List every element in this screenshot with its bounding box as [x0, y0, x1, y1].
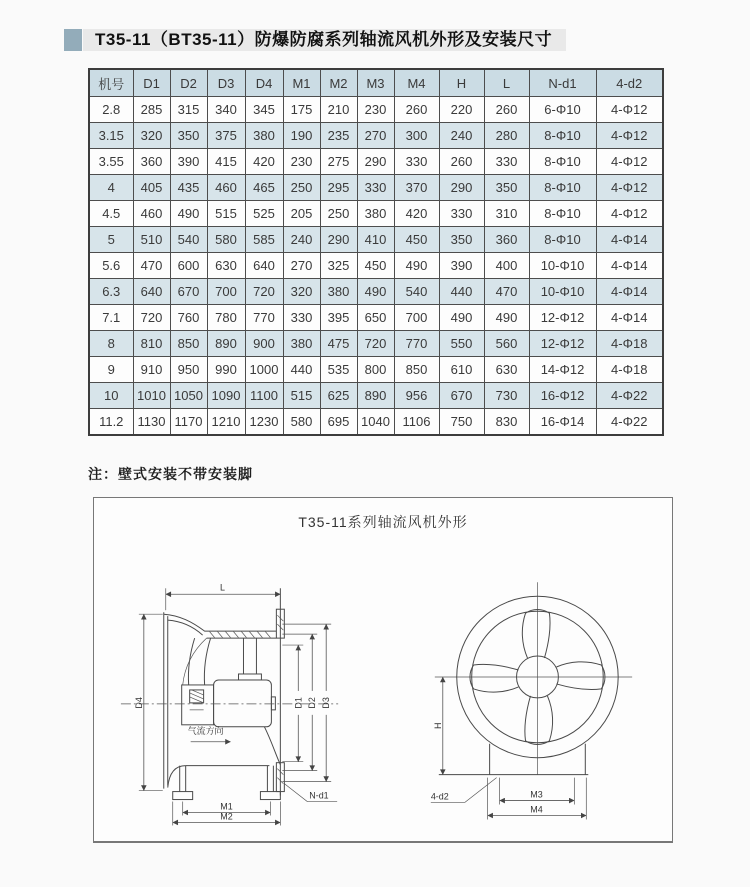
blade — [470, 664, 519, 692]
table-cell: 330 — [484, 149, 529, 175]
table-cell: 440 — [283, 357, 320, 383]
table-cell: 1170 — [170, 409, 207, 436]
table-cell: 415 — [207, 149, 245, 175]
blade — [556, 662, 605, 690]
table-cell: 360 — [133, 149, 170, 175]
table-cell: 380 — [357, 201, 394, 227]
column-header: N-d1 — [529, 69, 596, 97]
table-cell: 395 — [320, 305, 357, 331]
table-cell: 1100 — [245, 383, 283, 409]
table-cell: 260 — [484, 97, 529, 123]
table-row — [89, 357, 663, 383]
table-row — [89, 253, 663, 279]
table-cell: 580 — [207, 227, 245, 253]
front-view — [431, 582, 632, 819]
table-cell: 490 — [484, 305, 529, 331]
table-cell: 2.8 — [89, 97, 133, 123]
table-cell: 4-Φ12 — [596, 149, 663, 175]
table-cell: 8-Φ10 — [529, 149, 596, 175]
table-cell: 780 — [207, 305, 245, 331]
table-cell: 375 — [207, 123, 245, 149]
table-cell: 810 — [133, 331, 170, 357]
table-cell: 8-Φ10 — [529, 201, 596, 227]
table-cell: 5.6 — [89, 253, 133, 279]
leader-4-d2 — [465, 778, 497, 803]
table-cell: 295 — [320, 175, 357, 201]
table-row — [89, 123, 663, 149]
column-header: 4-d2 — [596, 69, 663, 97]
table-cell: 1050 — [170, 383, 207, 409]
dim-label-M2: M2 — [220, 811, 233, 822]
table-cell: 450 — [394, 227, 439, 253]
table-cell: 190 — [283, 123, 320, 149]
table-cell: 250 — [283, 175, 320, 201]
blade — [522, 609, 550, 658]
table-row — [89, 305, 663, 331]
table-row — [89, 149, 663, 175]
table-cell: 345 — [245, 97, 283, 123]
table-cell: 1106 — [394, 409, 439, 436]
table-cell: 6.3 — [89, 279, 133, 305]
table-cell: 320 — [283, 279, 320, 305]
table-cell: 380 — [283, 331, 320, 357]
table-cell: 900 — [245, 331, 283, 357]
table-cell: 4-Φ14 — [596, 279, 663, 305]
dim-label-D4: D4 — [133, 697, 144, 709]
motor-body — [214, 680, 272, 727]
dimension-table-wrapper — [88, 68, 664, 436]
table-cell: 380 — [320, 279, 357, 305]
table-cell: 350 — [484, 175, 529, 201]
table-cell: 585 — [245, 227, 283, 253]
column-header: D3 — [207, 69, 245, 97]
dim-label-N-d1: N-d1 — [309, 790, 329, 801]
table-cell: 440 — [439, 279, 484, 305]
table-cell: 490 — [394, 253, 439, 279]
table-cell: 450 — [357, 253, 394, 279]
table-cell: 720 — [133, 305, 170, 331]
table-cell: 540 — [170, 227, 207, 253]
table-cell: 490 — [170, 201, 207, 227]
table-cell: 730 — [484, 383, 529, 409]
table-cell: 12-Φ12 — [529, 305, 596, 331]
table-cell: 800 — [357, 357, 394, 383]
right-foot-base — [260, 792, 280, 800]
table-cell: 16-Φ12 — [529, 383, 596, 409]
table-row — [89, 383, 663, 409]
table-cell: 8-Φ10 — [529, 227, 596, 253]
table-cell: 630 — [484, 357, 529, 383]
table-cell: 11.2 — [89, 409, 133, 436]
airflow-direction-label: 气流方向 — [187, 725, 224, 736]
column-header: M2 — [320, 69, 357, 97]
dim-label-M4: M4 — [530, 804, 543, 815]
table-row — [89, 279, 663, 305]
column-header: M1 — [283, 69, 320, 97]
table-cell: 550 — [439, 331, 484, 357]
title-strip — [83, 29, 566, 51]
table-cell: 330 — [357, 175, 394, 201]
support-flange — [238, 674, 261, 680]
table-cell: 950 — [170, 357, 207, 383]
table-cell: 270 — [283, 253, 320, 279]
table-cell: 4-Φ12 — [596, 97, 663, 123]
diffuser-curve — [264, 727, 280, 765]
table-cell: 760 — [170, 305, 207, 331]
table-cell: 3.15 — [89, 123, 133, 149]
table-cell: 4-Φ12 — [596, 201, 663, 227]
table-cell: 695 — [320, 409, 357, 436]
table-cell: 490 — [357, 279, 394, 305]
table-cell: 8 — [89, 331, 133, 357]
table-cell: 830 — [484, 409, 529, 436]
left-foot-base — [173, 792, 193, 800]
table-cell: 1010 — [133, 383, 170, 409]
table-cell: 8-Φ10 — [529, 175, 596, 201]
table-cell: 9 — [89, 357, 133, 383]
table-cell: 770 — [245, 305, 283, 331]
table-cell: 325 — [320, 253, 357, 279]
table-cell: 580 — [283, 409, 320, 436]
table-cell: 525 — [245, 201, 283, 227]
bottom-left-curve — [168, 766, 186, 788]
table-cell: 1090 — [207, 383, 245, 409]
table-cell: 16-Φ14 — [529, 409, 596, 436]
table-cell: 610 — [439, 357, 484, 383]
note-text: 注：壁式安装不带安装脚 — [88, 466, 253, 482]
column-header: H — [439, 69, 484, 97]
table-cell: 420 — [245, 149, 283, 175]
table-cell: 540 — [394, 279, 439, 305]
dim-label-D2: D2 — [307, 697, 318, 709]
table-cell: 350 — [170, 123, 207, 149]
column-header: D1 — [133, 69, 170, 97]
table-cell: 625 — [320, 383, 357, 409]
table-cell: 370 — [394, 175, 439, 201]
table-cell: 4-Φ14 — [596, 227, 663, 253]
table-cell: 460 — [133, 201, 170, 227]
table-cell: 470 — [484, 279, 529, 305]
table-cell: 4-Φ12 — [596, 123, 663, 149]
table-cell: 290 — [439, 175, 484, 201]
table-cell: 230 — [283, 149, 320, 175]
table-cell: 330 — [283, 305, 320, 331]
table-cell: 14-Φ12 — [529, 357, 596, 383]
table-cell: 390 — [170, 149, 207, 175]
table-cell: 630 — [207, 253, 245, 279]
dim-label-4-d2: 4-d2 — [430, 791, 449, 802]
table-cell: 515 — [207, 201, 245, 227]
table-cell: 280 — [484, 123, 529, 149]
dim-label-H: H — [432, 722, 443, 730]
dim-label-M3: M3 — [530, 789, 543, 800]
table-cell: 4-Φ18 — [596, 357, 663, 383]
table-cell: 10 — [89, 383, 133, 409]
table-cell: 460 — [207, 175, 245, 201]
table-cell: 10-Φ10 — [529, 253, 596, 279]
table-row — [89, 409, 663, 436]
table-cell: 3.55 — [89, 149, 133, 175]
column-header: D4 — [245, 69, 283, 97]
table-cell: 1040 — [357, 409, 394, 436]
table-cell: 4 — [89, 175, 133, 201]
table-cell: 290 — [357, 149, 394, 175]
table-cell: 250 — [320, 201, 357, 227]
table-header-row — [89, 69, 663, 97]
table-cell: 4-Φ22 — [596, 409, 663, 436]
table-cell: 330 — [394, 149, 439, 175]
table-cell: 4-Φ14 — [596, 305, 663, 331]
drawing-title: T35-11系列轴流风机外形 — [298, 514, 468, 530]
table-cell: 490 — [439, 305, 484, 331]
column-header: D2 — [170, 69, 207, 97]
table-cell: 260 — [394, 97, 439, 123]
table-cell: 470 — [133, 253, 170, 279]
table-cell: 890 — [207, 331, 245, 357]
table-cell: 315 — [170, 97, 207, 123]
table-cell: 240 — [283, 227, 320, 253]
table-cell: 1230 — [245, 409, 283, 436]
column-header: L — [484, 69, 529, 97]
table-cell: 5 — [89, 227, 133, 253]
table-cell: 175 — [283, 97, 320, 123]
dim-label-D3: D3 — [321, 697, 332, 709]
dim-label-D1: D1 — [293, 697, 304, 709]
table-row — [89, 227, 663, 253]
table-cell: 390 — [439, 253, 484, 279]
table-cell: 850 — [170, 331, 207, 357]
table-cell: 515 — [283, 383, 320, 409]
table-cell: 290 — [320, 227, 357, 253]
table-cell: 435 — [170, 175, 207, 201]
table-cell: 910 — [133, 357, 170, 383]
table-cell: 990 — [207, 357, 245, 383]
table-cell: 410 — [357, 227, 394, 253]
table-cell: 535 — [320, 357, 357, 383]
table-cell: 6-Φ10 — [529, 97, 596, 123]
motor-shaft-cap — [271, 697, 275, 710]
table-cell: 350 — [439, 227, 484, 253]
table-cell: 235 — [320, 123, 357, 149]
table-cell: 12-Φ12 — [529, 331, 596, 357]
table-cell: 4-Φ22 — [596, 383, 663, 409]
table-cell: 510 — [133, 227, 170, 253]
table-cell: 670 — [170, 279, 207, 305]
table-cell: 210 — [320, 97, 357, 123]
table-cell: 956 — [394, 383, 439, 409]
table-cell: 4-Φ12 — [596, 175, 663, 201]
table-cell: 205 — [283, 201, 320, 227]
table-cell: 320 — [133, 123, 170, 149]
table-cell: 465 — [245, 175, 283, 201]
table-cell: 1130 — [133, 409, 170, 436]
dimension-table — [88, 68, 664, 436]
column-header: M4 — [394, 69, 439, 97]
dim-label-L: L — [220, 582, 226, 593]
bell-inlet-inner — [168, 620, 203, 635]
table-cell: 360 — [484, 227, 529, 253]
inlet-cone-curve — [183, 638, 207, 685]
table-cell: 230 — [357, 97, 394, 123]
title-accent-square — [64, 29, 82, 51]
table-cell: 7.1 — [89, 305, 133, 331]
table-cell: 640 — [133, 279, 170, 305]
table-cell: 650 — [357, 305, 394, 331]
housing-hatching — [210, 632, 271, 638]
column-header: M3 — [357, 69, 394, 97]
table-cell: 4-Φ18 — [596, 331, 663, 357]
table-cell: 475 — [320, 331, 357, 357]
table-cell: 600 — [170, 253, 207, 279]
table-cell: 380 — [245, 123, 283, 149]
table-cell: 640 — [245, 253, 283, 279]
table-cell: 300 — [394, 123, 439, 149]
table-cell: 670 — [439, 383, 484, 409]
table-cell: 340 — [207, 97, 245, 123]
table-cell: 260 — [439, 149, 484, 175]
table-cell: 330 — [439, 201, 484, 227]
table-cell: 220 — [439, 97, 484, 123]
drawing-box — [93, 497, 673, 843]
table-cell: 8-Φ10 — [529, 123, 596, 149]
table-row — [89, 331, 663, 357]
dim-label-M1: M1 — [220, 801, 233, 812]
page-title-bar — [64, 29, 566, 51]
table-cell: 4.5 — [89, 201, 133, 227]
table-cell: 275 — [320, 149, 357, 175]
bearing-hatching — [190, 690, 204, 703]
hub-housing — [182, 685, 214, 725]
page-title: T35-11（BT35-11）防爆防腐系列轴流风机外形及安装尺寸 — [95, 30, 553, 49]
table-cell: 240 — [439, 123, 484, 149]
fan-technical-drawing — [94, 498, 670, 840]
table-cell: 420 — [394, 201, 439, 227]
table-cell: 400 — [484, 253, 529, 279]
table-cell: 1210 — [207, 409, 245, 436]
side-view — [121, 582, 338, 825]
table-cell: 720 — [245, 279, 283, 305]
blade-side-rear-edge — [204, 638, 210, 685]
table-cell: 770 — [394, 331, 439, 357]
table-cell: 700 — [394, 305, 439, 331]
table-cell: 310 — [484, 201, 529, 227]
table-cell: 285 — [133, 97, 170, 123]
table-cell: 560 — [484, 331, 529, 357]
table-body — [89, 97, 663, 436]
table-cell: 890 — [357, 383, 394, 409]
table-cell: 720 — [357, 331, 394, 357]
table-cell: 700 — [207, 279, 245, 305]
table-row — [89, 175, 663, 201]
table-cell: 4-Φ14 — [596, 253, 663, 279]
table-cell: 270 — [357, 123, 394, 149]
blade — [525, 696, 553, 745]
table-cell: 750 — [439, 409, 484, 436]
table-row — [89, 97, 663, 123]
table-cell: 405 — [133, 175, 170, 201]
table-cell: 10-Φ10 — [529, 279, 596, 305]
table-row — [89, 201, 663, 227]
column-header: 机号 — [89, 69, 133, 97]
table-cell: 1000 — [245, 357, 283, 383]
table-cell: 850 — [394, 357, 439, 383]
